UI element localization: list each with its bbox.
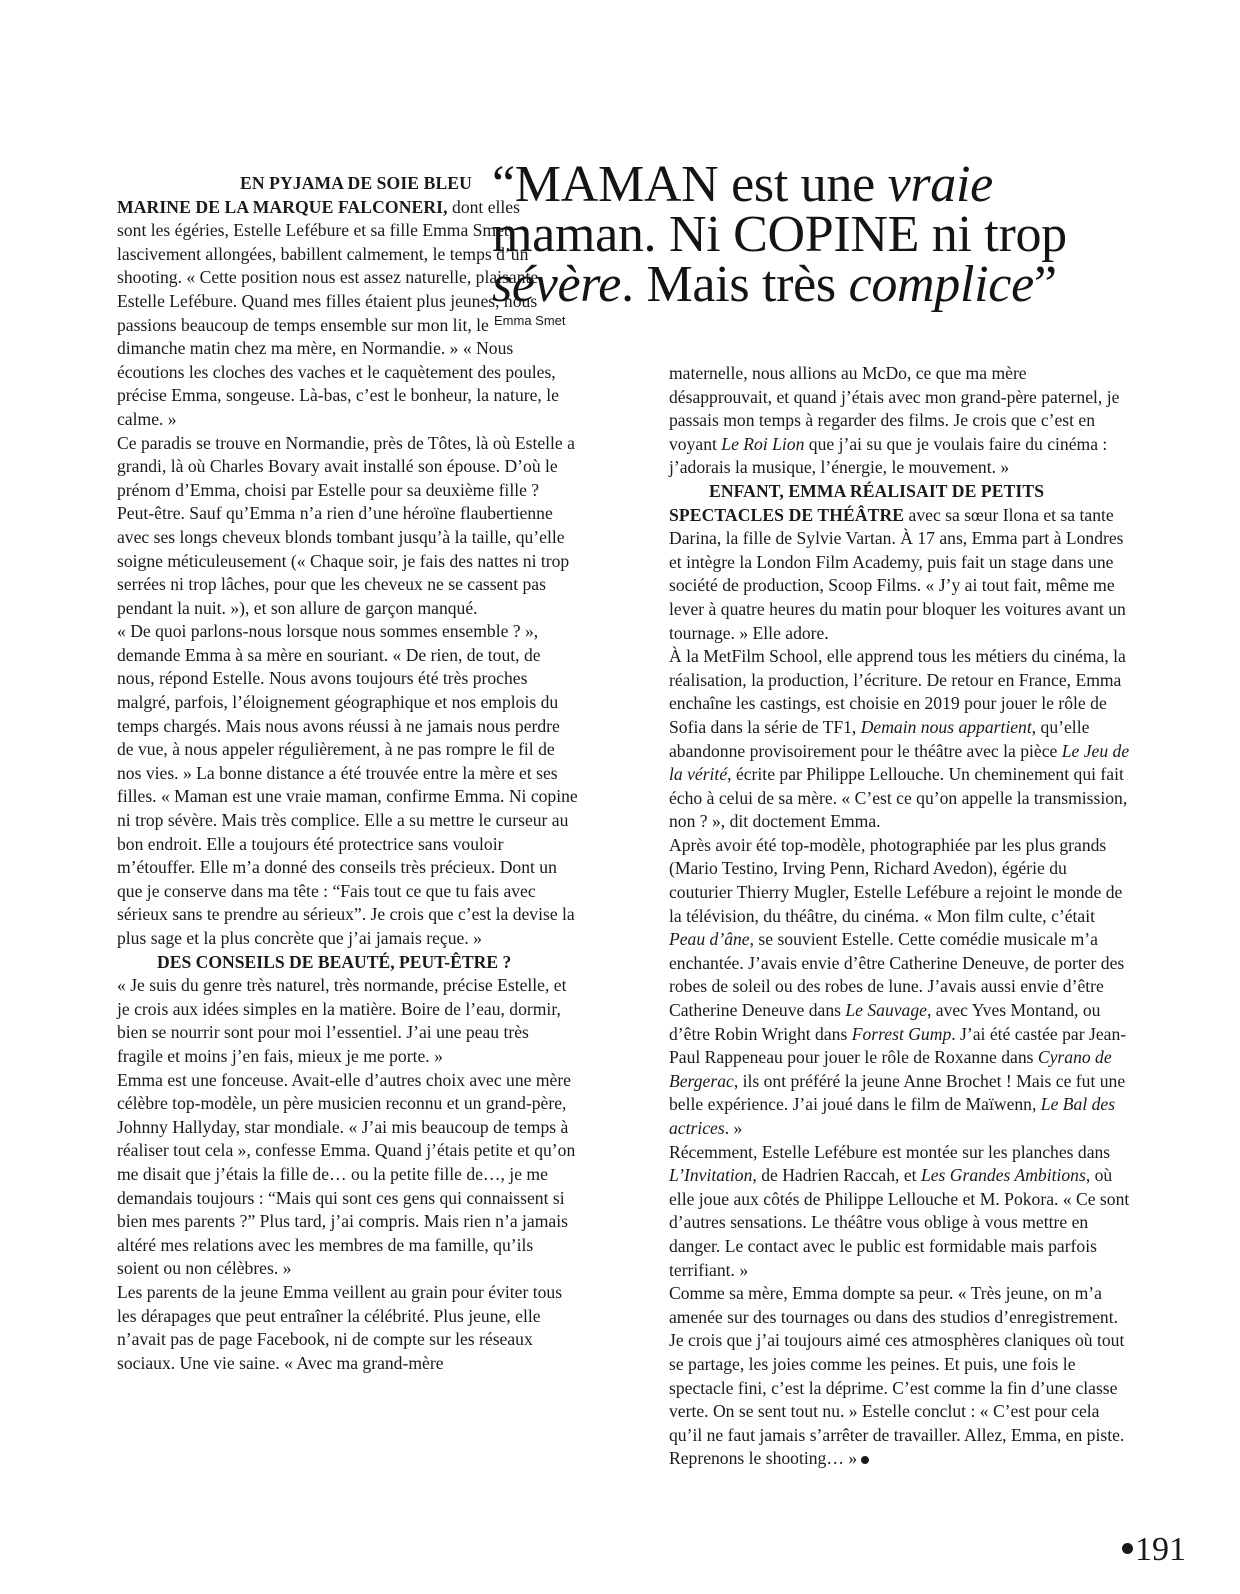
film-title: Cyrano de Bergerac: [669, 1047, 1112, 1091]
right-column: [669, 362, 1132, 1471]
quote-word: MAMAN: [514, 156, 719, 213]
film-title: Forrest Gump: [851, 1023, 952, 1044]
quote-emphasis: sévère: [492, 256, 622, 313]
quote-close-mark: ”: [1033, 256, 1057, 313]
play-title: Les Grandes Ambitions: [920, 1165, 1086, 1186]
paragraph-intro: [117, 172, 579, 432]
subhead-text: DES CONSEILS DE BEAUTÉ, PEUT-ÊTRE ?: [157, 951, 512, 972]
paragraph: Après avoir été top-modèle, photographiée par les plus grands (Mario Testino, Irving Penn, Richard Avedon), égérie du couturier Thierry Mugler, Estelle Lefébure a rejoint le monde de la télévision, du théâtre, du cinéma. « Mon film culte, c’était Peau d’âne, se souvient Estelle. Cette comédie musicale m’a enchantée. J’avais envie d’être Catherine Deneuve, de porter des robes de soleil ou des robes de lune. J’avais aussi envie d’être Catherine Deneuve dans Le Sauvage, avec Yves Montand, ou d’être Robin Wright dans Forrest Gump. J’ai été castée par Jean-Paul Rappeneau pour jouer le rôle de Roxanne dans Cyrano de Bergerac, ils ont préféré la jeune Anne Brochet ! Mais ce fut une belle expérience. J’ai joué dans le film de Maïwenn, Le Bal des actrices. »: [669, 834, 1127, 1138]
paragraph: Ce paradis se trouve en Normandie, près de Tôtes, là où Estelle a grandi, là où Charles Bovary avait installé son épouse. D’où le prénom d’Emma, choisi par Estelle pour sa deuxième fille ? Peut-être. Sauf qu’Emma n’a rien d’une héroïne flaubertienne avec ses longs cheveux blonds tombant jusqu’à la taille, qu’elle soigne méticuleusement (« Chaque soir, je fais des nattes ni trop serrées ni trop lâches, pour que les cheveux ne se cassent pas pendant la nuit. »), et son allure de garçon manqué.: [117, 432, 575, 618]
film-title: Le Roi Lion: [721, 433, 805, 454]
bullet-icon: [1122, 1543, 1133, 1554]
left-column: [117, 172, 579, 1375]
film-title: Le Bal des actrices: [669, 1094, 1116, 1138]
page-number-text: 191: [1135, 1531, 1186, 1568]
quote-text: ni trop: [919, 206, 1067, 263]
lead-in: ENFANT, EMMA RÉALISAIT DE PETITS SPECTACLES DE THÉÂTRE: [669, 480, 1045, 525]
intro-text: dont elles sont les égéries, Estelle Lefébure et sa fille Emma Smet, lascivement allongées, babillent calmement, le temps d’un shooting. « Cette position nous est assez naturelle, plaisante Estelle Lefébure. Quand mes filles étaient plus jeunes, nous passions beaucoup de temps ensemble sur mon lit, le dimanche matin chez ma mère, en Normandie. » « Nous écoutions les cloches des vaches et le caquètement des poules, précise Emma, songeuse. Là-bas, c’est le bonheur, la nature, le calme. »: [117, 196, 559, 429]
quote-emphasis: complice: [848, 256, 1034, 313]
series-title: Demain nous appartient: [860, 716, 1032, 737]
paragraph: maternelle, nous allions au McDo, ce que ma mère désapprouvait, et quand j’étais avec mon grand-père paternel, je passais mon temps à regarder des films. Je crois que c’est en voyant Le Roi Lion que j’ai su que je voulais faire du cinéma : j’adorais la musique, l’énergie, le mouvement. »: [669, 363, 1120, 478]
paragraph: « De quoi parlons-nous lorsque nous sommes ensemble ? », demande Emma à sa mère en souriant. « De rien, de tout, de nous, répond Estelle. Nous avons toujours été très proches malgré, parfois, l’éloignement géographique et nos emplois du temps chargés. Mais nous avons réussi à ne jamais nous perdre de vue, à nous appeler régulièrement, à ne pas rompre le fil de nos vies. » La bonne distance a été trouvée entre la mère et ses filles. « Maman est une vraie maman, confirme Emma. Ni copine ni trop sévère. Mais très complice. Elle a su mettre le curseur au bon endroit. Elle a toujours été protectrice sans vouloir m’étouffer. Elle m’a donné des conseils très précieux. Dont un que je conserve dans ma tête : “Fais tout ce que tu fais avec sérieux sans te prendre au sérieux”. Je crois que c’est la devise la plus sage et la plus concrète que j’ai jamais reçue. »: [117, 621, 578, 948]
paragraph: Les parents de la jeune Emma veillent au grain pour éviter tous les dérapages que peut entraîner la célébrité. Plus jeune, elle n’avait pas de page Facebook, ni de compte sur les réseaux sociaux. Une vie saine. « Avec ma grand-mère: [117, 1281, 563, 1373]
quote-author: Emma Smet: [494, 313, 566, 328]
quote-open-mark: “: [492, 156, 515, 213]
paragraph: « Je suis du genre très naturel, très normande, précise Estelle, et je crois aux idées simples en la matière. Boire de l’eau, dormir, bien se nourrir sont pour moi l’essentiel. J’ai une peau très fragile et moins j’en fais, mieux je me porte. »: [117, 975, 567, 1066]
paragraph-lead: ENFANT, EMMA RÉALISAIT DE PETITS SPECTACLES DE THÉÂTRE avec sa sœur Ilona et sa tante Darina, la fille de Sylvie Vartan. À 17 ans, Emma part à Londres et intègre la London Film Academy, puis fait un stage dans une société de production, Scoop Films. « J’y ai tout fait, même me lever à quatre heures du matin pour bloquer les voitures avant un tournage. » Elle adore.: [669, 480, 1126, 643]
paragraph: Emma est une fonceuse. Avait-elle d’autres choix avec une mère célèbre top-modèle, un père musicien reconnu et un grand-père, Johnny Hallyday, star mondiale. « J’ai mis beaucoup de temps à réaliser tout cela », confesse Emma. Quand j’étais petite et qu’on me disait que j’étais la fille de… ou la petite fille de…, je me demandais toujours : “Mais qui sont ces gens qui connaissent si bien mes parents ?” Plus tard, j’ai compris. Mais rien n’a jamais altéré mes relations avec les membres de ma famille, qu’ils soient ou non célèbres. »: [117, 1069, 576, 1279]
film-title: Le Sauvage: [845, 1000, 927, 1021]
end-mark-icon: [861, 1456, 869, 1464]
play-title: Le Jeu de la vérité: [669, 740, 1130, 785]
quote-word: COPINE: [733, 206, 920, 263]
play-title: L’Invitation: [669, 1165, 753, 1186]
paragraph: Comme sa mère, Emma dompte sa peur. « Très jeune, on m’a amenée sur des tournages ou dans des studios d’enregistrement. Je crois que j’ai toujours aimé ces atmosphères claniques où tout se partage, les joies comme les peines. Et puis, une fois le spectacle fini, c’est la déprime. C’est comme la fin d’une classe verte. On se sent tout nu. » Estelle conclut : « C’est pour cela qu’il ne faut jamais s’arrêter de travailler. Allez, Emma, en piste. Reprenons le shooting… »: [669, 1283, 1125, 1469]
quote-text: . Mais très: [621, 256, 849, 313]
subhead: [117, 951, 579, 975]
film-title: Peau d’âne: [669, 929, 750, 950]
quote-emphasis: vraie: [887, 156, 993, 213]
paragraph: À la MetFilm School, elle apprend tous les métiers du cinéma, la réalisation, la production, l’écriture. De retour en France, Emma enchaîne les castings, est choisie en 2019 pour jouer le rôle de Sofia dans la série de TF1, Demain nous appartient, qu’elle abandonne provisoirement pour le théâtre avec la pièce Le Jeu de la vérité, écrite par Philippe Lellouche. Un cheminement qui fait écho à celui de sa mère. « C’est ce qu’on appelle la transmission, non ? », dit doctement Emma.: [669, 646, 1130, 832]
page-number: [1122, 1530, 1186, 1570]
lead-in: EN PYJAMA DE SOIE BLEU MARINE DE LA MARQUE FALCONERI,: [117, 173, 472, 217]
pull-quote: [492, 156, 1152, 313]
paragraph: Récemment, Estelle Lefébure est montée sur les planches dans L’Invitation, de Hadrien Raccah, et Les Grandes Ambitions, où elle joue aux côtés de Philippe Lellouche et M. Pokora. « Ce sont d’autres sensations. Le théâtre vous oblige à vous mettre en danger. Le contact avec le public est formidable mais parfois terrifiant. »: [669, 1141, 1130, 1280]
quote-text: maman. Ni: [492, 206, 734, 263]
quote-text: est une: [718, 156, 888, 213]
